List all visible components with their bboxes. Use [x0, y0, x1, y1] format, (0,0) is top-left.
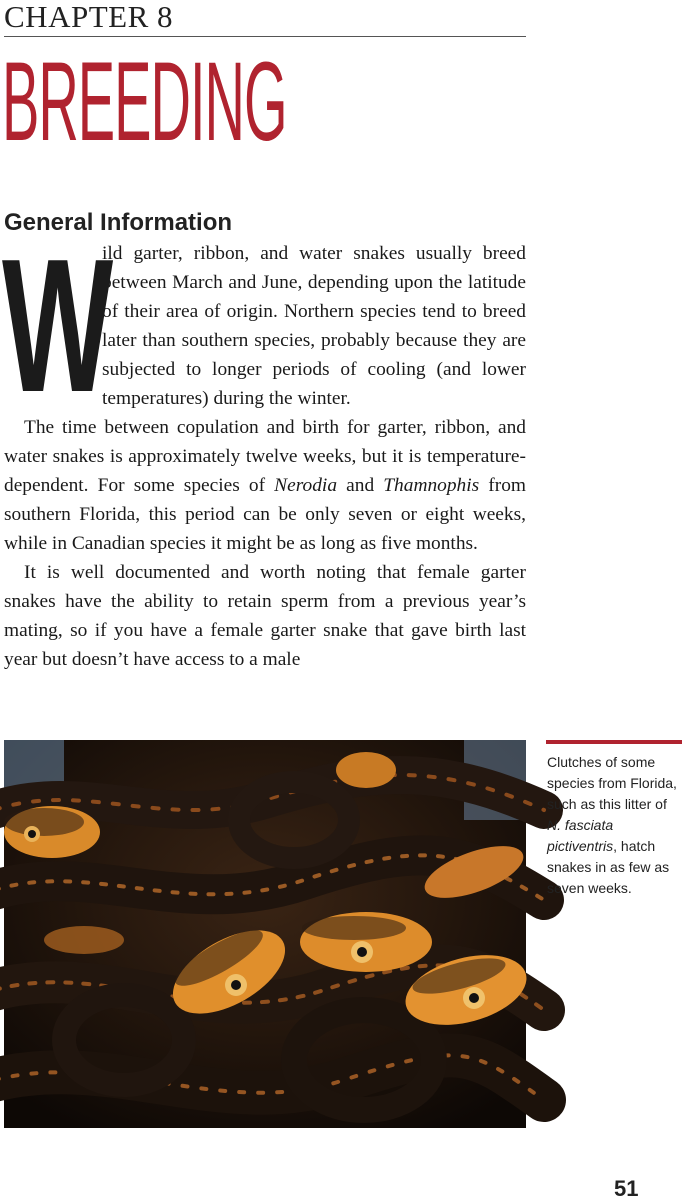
- genus-thamnophis: Thamnophis: [383, 475, 480, 496]
- drop-cap: W: [2, 220, 114, 432]
- chapter-label: CHAPTER 8: [4, 0, 173, 34]
- chapter-rule: [4, 36, 526, 37]
- caption-species: N. fasciata pictiventris: [547, 817, 614, 854]
- page-number: 51: [614, 1176, 639, 1201]
- section-heading: General Information: [4, 209, 233, 236]
- paragraph-2: The time between copulation and birth for garter, ribbon, and water snakes is approximately twelve weeks, but it is temperature-dependent. For some species of Nerodia and Thamnophis from southern Florida, this period can be only seven or eight weeks, while in Canadian species it might be as long as five months.: [4, 417, 526, 554]
- chapter-title: BREEDING: [2, 39, 287, 164]
- caption-rule: [546, 740, 682, 744]
- genus-nerodia: Nerodia: [274, 475, 338, 496]
- paragraph-1: W ild garter, ribbon, and water snakes usually breed between March and June, depending upon the latitude of their area of origin. Northern species tend to breed later than southern species, probably because they are subjected to longer periods of cooling (and lower temperatures) during the winter.: [2, 220, 526, 432]
- paragraph-3: It is well documented and worth noting that female garter snakes have the ability to retain sperm from a previous year’s mating, so if you have a female garter snake that gave birth last year but doesn’t have access to a male: [4, 562, 526, 670]
- snake-litter-photo: [4, 740, 526, 1128]
- photo-caption: Clutches of some species from Florida, such as this litter of N. fasciata pictiventris, hatch snakes in as few as seven weeks.: [547, 754, 677, 896]
